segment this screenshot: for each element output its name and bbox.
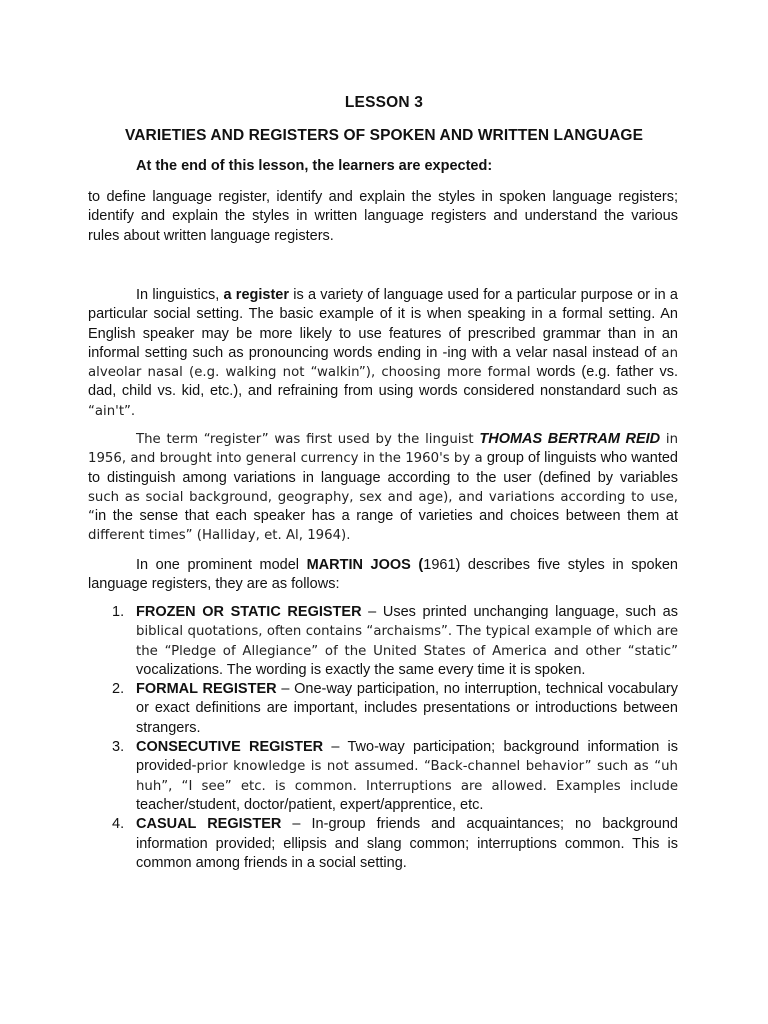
list-item bbox=[88, 603, 678, 680]
objectives-text: to define language register, identify and explain the styles in spoken language registers; identify and explain the styles in written language registers and understand the various rules about written language registers. bbox=[88, 189, 678, 244]
list-item bbox=[88, 815, 678, 873]
para1-bold-term: a register bbox=[223, 287, 289, 303]
para1-text: is a variety of language used for a particular purpose or in a particular social setting. The basic example of it is when speaking in a formal setting. An English speaker may be more likely to use features of prescribed grammar than in an informal setting such as pronouncing words ending in -ing with a velar nasal instead of bbox=[88, 287, 678, 361]
list-item-text: – In-group friends and acquaintances; no background information provided; ellipsis and slang common; interruptions common. This is common among friends in a social setting. bbox=[136, 816, 678, 871]
para2-text: in the sense that each speaker has a range of varieties and choices between them at bbox=[94, 508, 678, 525]
list-item-text: – Uses printed unchanging language, such as bbox=[361, 604, 678, 620]
para3-text: 1961) describes five styles in spoken language registers, they are as follows: bbox=[88, 557, 678, 593]
page-title: VARIETIES AND REGISTERS OF SPOKEN AND WRITTEN LANGUAGE bbox=[124, 127, 644, 144]
list-item-number: 1. bbox=[112, 604, 125, 620]
list-item-text: – Two-way participation; background information is provided- bbox=[136, 739, 678, 775]
para2-text: different times” (Halliday, et. Al, 1964). bbox=[88, 528, 351, 544]
lesson-title: LESSON 3 bbox=[344, 94, 424, 111]
list-item bbox=[88, 680, 678, 738]
para1-text: In linguistics, bbox=[136, 287, 224, 303]
para1-text: “ain't”. bbox=[88, 403, 136, 419]
list-item-text: teacher/student, doctor/patient, expert/apprentice, etc. bbox=[136, 796, 484, 813]
list-item-text: – One-way participation, no interruption, technical vocabulary or exact definitions are important, includes presentations or introductions between strangers. bbox=[136, 681, 678, 736]
para2-text: The term “register” was first used by the linguist bbox=[136, 432, 480, 447]
list-item-label: FROZEN OR STATIC REGISTER bbox=[136, 604, 362, 620]
list-item-number: 3. bbox=[112, 739, 125, 756]
para3-text: In one prominent model bbox=[136, 557, 307, 573]
paragraph-joos-model bbox=[88, 556, 678, 595]
objectives-intro: At the end of this lesson, the learners are expected: bbox=[136, 158, 493, 174]
register-list bbox=[88, 603, 678, 873]
paragraph-register-definition bbox=[88, 286, 678, 421]
list-item-text: biblical quotations, often contains “archaisms”. The typical example of which are the “Pledge of Allegiance” of the United States of America and other “static” bbox=[136, 624, 678, 659]
list-item-text: vocalizations. The wording is exactly the same every time it is spoken. bbox=[136, 661, 586, 678]
list-item-label: CASUAL REGISTER bbox=[136, 816, 282, 833]
para2-bold-name: THOMAS BERTRAM REID bbox=[479, 431, 661, 447]
list-item-number: 2. bbox=[112, 681, 125, 698]
list-item-number: 4. bbox=[112, 816, 125, 833]
list-item-label: FORMAL REGISTER bbox=[136, 681, 277, 698]
para1-text: words (e.g. father vs. dad, child vs. kid, etc.), and refraining from using words considered nonstandard such as bbox=[88, 364, 678, 400]
para1-text: an alveolar nasal (e.g. walking not “walkin”), choosing more formal bbox=[88, 345, 678, 381]
paragraph-register-history bbox=[88, 430, 678, 546]
para2-text: such as social background, geography, sex and age), and variations according to use, “ bbox=[88, 489, 678, 525]
para2-text: in 1956, and brought into general currency in the 1960's by a bbox=[88, 432, 678, 467]
list-item-label: CONSECUTIVE REGISTER bbox=[136, 739, 324, 756]
para2-text: group of linguists who wanted to distinguish among variations in language according to the user (defined by variables bbox=[88, 450, 678, 486]
para3-bold-name: MARTIN JOOS ( bbox=[306, 557, 424, 573]
list-item-text: prior knowledge is not assumed. “Back-channel behavior” such as “uh huh”, “I see” etc. is common. Interruptions are allowed. Examples include bbox=[136, 759, 678, 794]
list-item bbox=[88, 738, 678, 815]
